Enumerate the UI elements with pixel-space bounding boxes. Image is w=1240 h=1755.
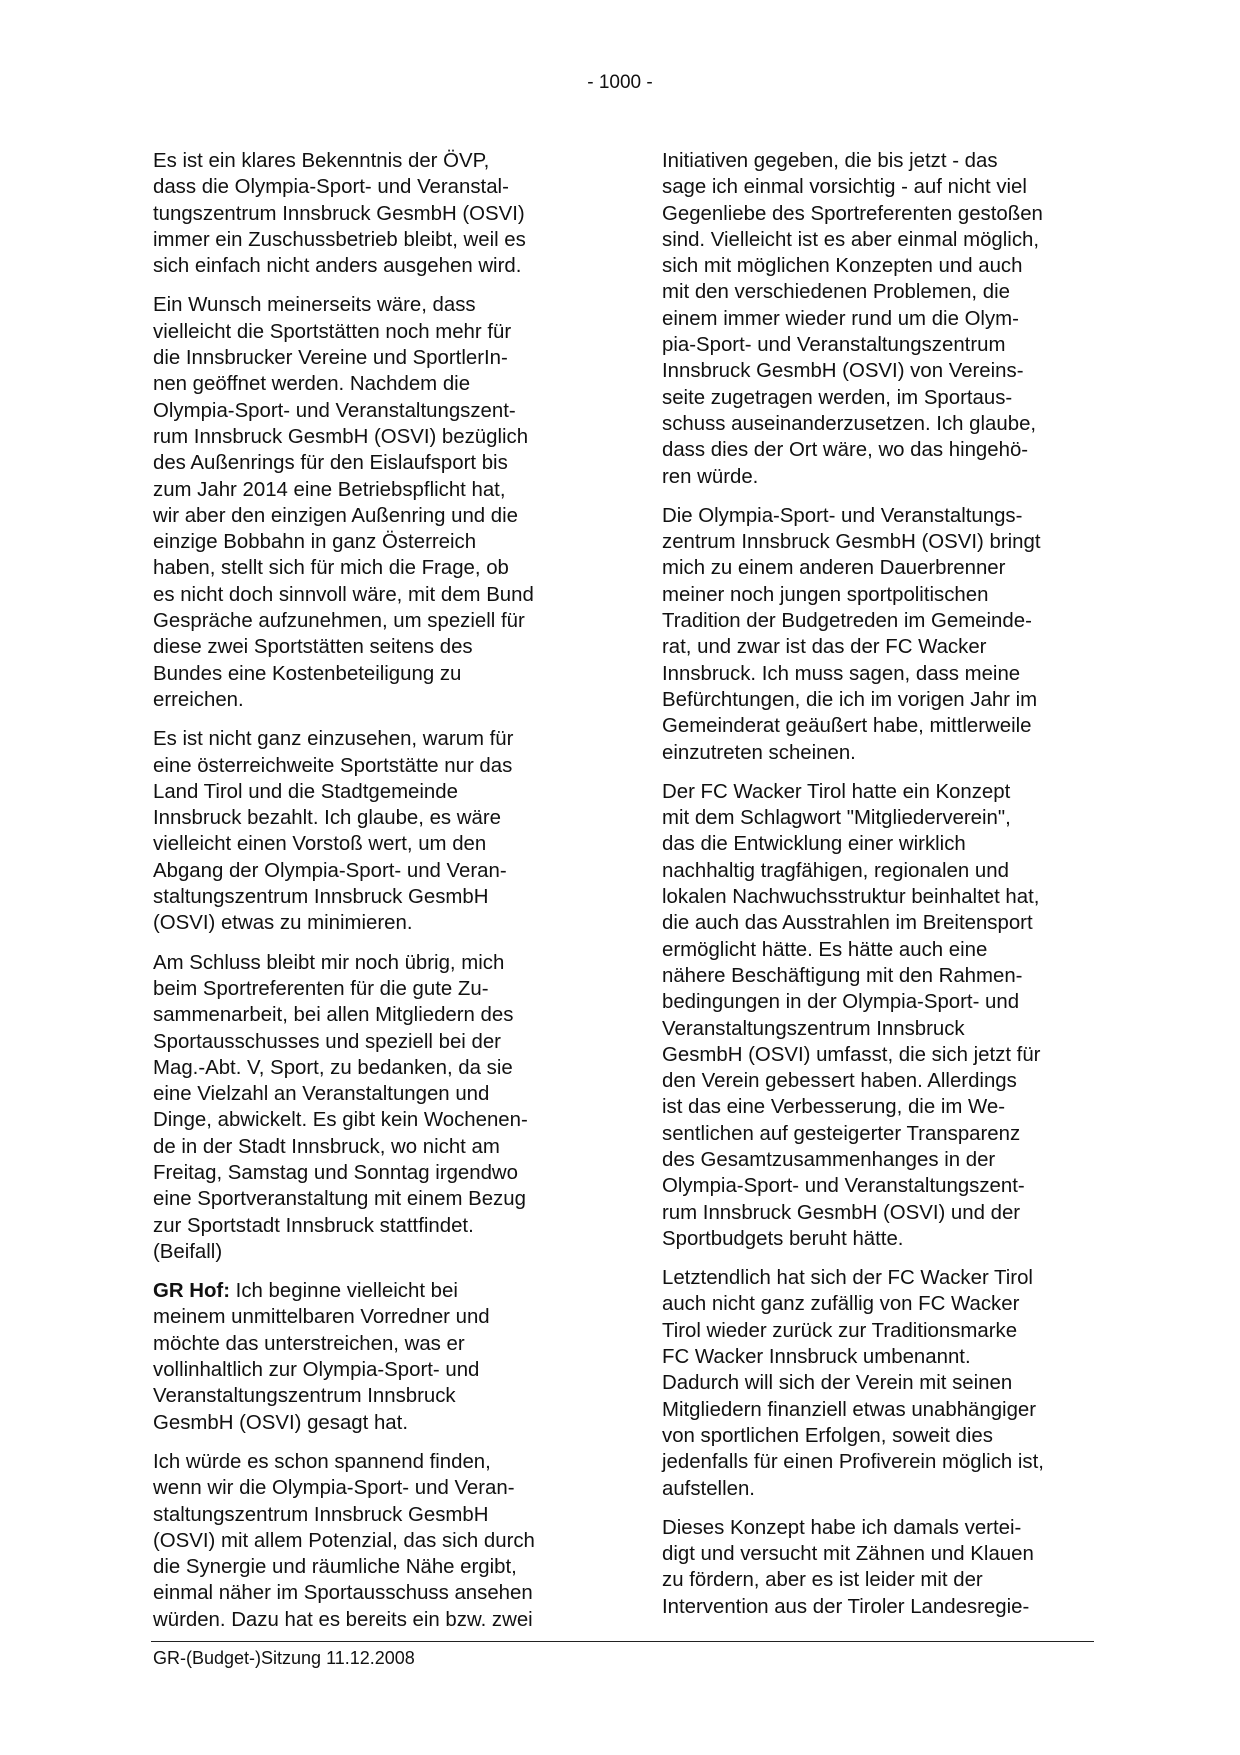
line-text: die Synergie und räumliche Nähe ergibt, [153, 1556, 517, 1579]
line-text: meinem unmittelbaren Vorredner und [153, 1306, 490, 1329]
footer-divider [151, 1641, 1094, 1642]
text-line [153, 201, 589, 227]
line-text: nähere Beschäftigung mit den Rahmen- [662, 964, 1023, 987]
line-text: den Verein gebessert haben. Allerdings [662, 1070, 1017, 1093]
line-text: Tradition der Budgetreden im Gemeinde- [662, 610, 1032, 633]
text-line [153, 976, 589, 1002]
text-line [153, 1081, 589, 1107]
text-line [153, 1134, 589, 1160]
line-text: dass dies der Ort wäre, wo das hingehö- [662, 439, 1029, 462]
text-line [662, 963, 1098, 989]
line-text: FC Wacker Innsbruck umbenannt. [662, 1346, 971, 1369]
line-text: Mitgliedern finanziell etwas unabhängiger [662, 1398, 1037, 1421]
line-text: digt und versucht mit Zähnen und Klauen [662, 1543, 1034, 1566]
text-line [662, 1121, 1098, 1147]
text-line [153, 1002, 589, 1028]
text-line [662, 437, 1098, 463]
line-text: wenn wir die Olympia-Sport- und Veran- [153, 1477, 515, 1500]
line-text: staltungszentrum Innsbruck GesmbH [153, 886, 489, 909]
line-text: (OSVI) mit allem Potenzial, das sich durch [153, 1529, 535, 1552]
line-text: Ich würde es schon spannend finden, [153, 1450, 491, 1473]
text-line [662, 713, 1098, 739]
line-text: Gespräche aufzunehmen, um speziell für [153, 610, 525, 633]
text-line [662, 1370, 1098, 1396]
speaker-name: GR Hof: [153, 1280, 231, 1303]
text-line [662, 1515, 1098, 1541]
text-line [662, 555, 1098, 581]
text-line [153, 608, 589, 634]
text-line [153, 529, 589, 555]
text-line [662, 1318, 1098, 1344]
text-line [662, 1449, 1098, 1475]
line-text: rat, und zwar ist das der FC Wacker [662, 636, 987, 659]
line-text: dass die Olympia-Sport- und Veranstal- [153, 176, 509, 199]
line-text: des Gesamtzusammenhanges in der [662, 1148, 996, 1171]
line-text: Die Olympia-Sport- und Veranstaltungs- [662, 504, 1023, 527]
text-line [153, 1055, 589, 1081]
line-text: Bundes eine Kostenbeteiligung zu [153, 662, 462, 685]
paragraph [153, 1449, 589, 1633]
text-line [662, 1068, 1098, 1094]
text-line [662, 1200, 1098, 1226]
text-line [662, 858, 1098, 884]
line-text: sind. Vielleicht ist es aber einmal möglich, [662, 228, 1040, 251]
text-line [662, 1173, 1098, 1199]
text-line [662, 740, 1098, 766]
paragraph [662, 779, 1098, 1252]
text-line [153, 1331, 589, 1357]
line-text: nen geöffnet werden. Nachdem die [153, 373, 471, 396]
line-text: Sportausschusses und speziell bei der [153, 1030, 501, 1053]
line-text: einzige Bobbahn in ganz Österreich [153, 531, 477, 554]
line-text: Letztendlich hat sich der FC Wacker Tirol [662, 1267, 1033, 1290]
text-line [662, 253, 1098, 279]
line-text: Initiativen gegeben, die bis jetzt - das [662, 150, 998, 172]
text-line [153, 1239, 589, 1265]
paragraph [662, 148, 1098, 490]
text-line [153, 345, 589, 371]
paragraph [153, 292, 589, 713]
line-text: sammenarbeit, bei allen Mitgliedern des [153, 1004, 514, 1027]
text-line [153, 1357, 589, 1383]
text-line [153, 1160, 589, 1186]
line-text: möchte das unterstreichen, was er [153, 1332, 465, 1355]
text-line [662, 937, 1098, 963]
line-text: Abgang der Olympia-Sport- und Veran- [153, 859, 507, 882]
line-text: es nicht doch sinnvoll wäre, mit dem Bund [153, 583, 534, 606]
text-line [153, 1449, 589, 1475]
text-line [153, 253, 589, 279]
text-line [153, 1475, 589, 1501]
text-line [662, 503, 1098, 529]
line-text: einem immer wieder rund um die Olym- [662, 307, 1019, 330]
text-line [662, 358, 1098, 384]
line-text: mit dem Schlagwort "Mitgliederverein", [662, 807, 1011, 830]
text-line [662, 1594, 1098, 1620]
line-text: Olympia-Sport- und Veranstaltungszent- [153, 399, 516, 422]
line-text: rum Innsbruck GesmbH (OSVI) bezüglich [153, 425, 529, 448]
line-text: GesmbH (OSVI) umfasst, die sich jetzt für [662, 1043, 1041, 1066]
line-text: sich einfach nicht anders ausgehen wird. [153, 255, 522, 278]
line-text: Land Tirol und die Stadtgemeinde [153, 780, 458, 803]
text-line [662, 1042, 1098, 1068]
left-text-column [153, 148, 589, 1646]
text-line [662, 1541, 1098, 1567]
line-text: vollinhaltlich zur Olympia-Sport- und [153, 1359, 480, 1382]
line-text: jedenfalls für einen Profiverein möglich ist, [662, 1451, 1044, 1474]
text-line [662, 805, 1098, 831]
line-text: Ein Wunsch meinerseits wäre, dass [153, 294, 476, 317]
text-line [662, 608, 1098, 634]
text-line [662, 332, 1098, 358]
paragraph [153, 950, 589, 1266]
line-text: tungszentrum Innsbruck GesmbH (OSVI) [153, 202, 525, 225]
text-line [662, 910, 1098, 936]
line-text: immer ein Zuschussbetrieb bleibt, weil es [153, 228, 526, 251]
line-text: sich mit möglichen Konzepten und auch [662, 255, 1023, 278]
right-text-column [662, 148, 1098, 1633]
text-line [662, 989, 1098, 1015]
paragraph [153, 726, 589, 936]
text-line [153, 174, 589, 200]
line-text: (Beifall) [153, 1240, 223, 1263]
text-line [662, 634, 1098, 660]
paragraph [662, 1265, 1098, 1502]
line-text: einzutreten scheinen. [662, 741, 856, 764]
text-line [662, 779, 1098, 805]
line-text: Tirol wieder zurück zur Traditionsmarke [662, 1319, 1018, 1342]
text-line [662, 582, 1098, 608]
line-text: Der FC Wacker Tirol hatte ein Konzept [662, 780, 1011, 803]
text-line [153, 753, 589, 779]
line-text: aufstellen. [662, 1477, 755, 1500]
text-line [153, 831, 589, 857]
text-line [662, 227, 1098, 253]
line-text: erreichen. [153, 688, 244, 711]
text-line [153, 1410, 589, 1436]
line-text: Innsbruck. Ich muss sagen, dass meine [662, 662, 1021, 685]
text-line [153, 1278, 589, 1304]
text-line [153, 910, 589, 936]
line-text: de in der Stadt Innsbruck, wo nicht am [153, 1135, 500, 1158]
line-text: Innsbruck bezahlt. Ich glaube, es wäre [153, 807, 501, 830]
text-line [153, 858, 589, 884]
line-text: beim Sportreferenten für die gute Zu- [153, 977, 489, 1000]
text-line [153, 805, 589, 831]
text-line [153, 1502, 589, 1528]
line-text: Olympia-Sport- und Veranstaltungszent- [662, 1175, 1025, 1198]
text-line [662, 1226, 1098, 1252]
text-line [153, 726, 589, 752]
line-text: Es ist nicht ganz einzusehen, warum für [153, 728, 514, 751]
line-text: eine Sportveranstaltung mit einem Bezug [153, 1188, 526, 1211]
line-text: vielleicht einen Vorstoß wert, um den [153, 833, 487, 856]
line-text: vielleicht die Sportstätten noch mehr für [153, 320, 512, 343]
text-line [153, 884, 589, 910]
text-line [153, 1186, 589, 1212]
line-text: auch nicht ganz zufällig von FC Wacker [662, 1293, 1020, 1316]
text-line [153, 634, 589, 660]
line-text: Veranstaltungszentrum Innsbruck [153, 1385, 456, 1408]
line-text: ermöglicht hätte. Es hätte auch eine [662, 938, 988, 961]
text-line [153, 582, 589, 608]
line-text: mit den verschiedenen Problemen, die [662, 281, 1010, 304]
text-line [662, 464, 1098, 490]
text-line [153, 477, 589, 503]
text-line [153, 227, 589, 253]
line-text: von sportlichen Erfolgen, soweit dies [662, 1424, 993, 1447]
line-text: rum Innsbruck GesmbH (OSVI) und der [662, 1201, 1021, 1224]
line-text: die Innsbrucker Vereine und SportlerIn- [153, 347, 508, 370]
line-text: Gegenliebe des Sportreferenten gestoßen [662, 202, 1043, 225]
line-text: GesmbH (OSVI) gesagt hat. [153, 1411, 408, 1434]
text-line [153, 1528, 589, 1554]
text-line [153, 555, 589, 581]
line-text: sentlichen auf gesteigerter Transparenz [662, 1122, 1021, 1145]
text-line [153, 424, 589, 450]
text-line [662, 1423, 1098, 1449]
line-text: ren würde. [662, 465, 759, 488]
text-line [153, 1304, 589, 1330]
text-line [153, 450, 589, 476]
text-line [662, 1147, 1098, 1173]
footer-session-label: GR-(Budget-)Sitzung 11.12.2008 [153, 1648, 415, 1668]
text-line [153, 687, 589, 713]
line-text: zur Sportstadt Innsbruck stattfindet. [153, 1214, 474, 1237]
line-text: Ich beginne vielleicht bei [230, 1280, 458, 1303]
text-line [662, 831, 1098, 857]
text-line [662, 1291, 1098, 1317]
text-line [662, 1567, 1098, 1593]
text-line [153, 292, 589, 318]
text-line [662, 306, 1098, 332]
line-text: Dinge, abwickelt. Es gibt kein Wochenen- [153, 1109, 528, 1132]
line-text: mich zu einem anderen Dauerbrenner [662, 557, 1006, 580]
line-text: eine österreichweite Sportstätte nur das [153, 754, 513, 777]
text-line [662, 884, 1098, 910]
line-text: wir aber den einzigen Außenring und die [153, 504, 519, 527]
text-line [662, 529, 1098, 555]
text-line [662, 661, 1098, 687]
line-text: ist das eine Verbesserung, die im We- [662, 1096, 1006, 1119]
text-line [662, 279, 1098, 305]
text-line [662, 411, 1098, 437]
line-text: eine Vielzahl an Veranstaltungen und [153, 1083, 490, 1106]
line-text: Mag.-Abt. V, Sport, zu bedanken, da sie [153, 1056, 513, 1079]
text-line [662, 687, 1098, 713]
line-text: sage ich einmal vorsichtig - auf nicht viel [662, 176, 1027, 199]
text-line [153, 503, 589, 529]
line-text: des Außenrings für den Eislaufsport bis [153, 452, 508, 475]
line-text: einmal näher im Sportausschuss ansehen [153, 1582, 533, 1605]
line-text: Veranstaltungszentrum Innsbruck [662, 1017, 965, 1040]
line-text: würden. Dazu hat es bereits ein bzw. zwei [153, 1608, 533, 1631]
line-text: Dadurch will sich der Verein mit seinen [662, 1372, 1013, 1395]
line-text: das die Entwicklung einer wirklich [662, 833, 966, 856]
text-line [153, 1580, 589, 1606]
text-line [153, 398, 589, 424]
paragraph [153, 148, 589, 279]
text-line [662, 385, 1098, 411]
text-line [662, 174, 1098, 200]
text-line [153, 1213, 589, 1239]
line-text: Am Schluss bleibt mir noch übrig, mich [153, 951, 505, 974]
paragraph [662, 1515, 1098, 1620]
text-line [153, 1554, 589, 1580]
text-line [662, 1344, 1098, 1370]
line-text: pia-Sport- und Veranstaltungszentrum [662, 334, 1006, 357]
text-line [153, 661, 589, 687]
line-text: lokalen Nachwuchsstruktur beinhaltet hat, [662, 886, 1040, 909]
line-text: Sportbudgets beruht hätte. [662, 1227, 904, 1250]
text-line [662, 1397, 1098, 1423]
text-line [153, 148, 589, 174]
line-text: haben, stellt sich für mich die Frage, ob [153, 557, 509, 580]
page-number: - 1000 - [587, 72, 653, 93]
text-line [662, 1265, 1098, 1291]
text-line [662, 148, 1098, 174]
line-text: Intervention aus der Tiroler Landesregie- [662, 1595, 1030, 1618]
line-text: schuss auseinanderzusetzen. Ich glaube, [662, 412, 1037, 435]
line-text: seite zugetragen werden, im Sportaus- [662, 386, 1013, 409]
line-text: zum Jahr 2014 eine Betriebspflicht hat, [153, 478, 506, 501]
text-line [153, 1107, 589, 1133]
text-line [662, 1016, 1098, 1042]
text-line [662, 1476, 1098, 1502]
text-line [153, 1607, 589, 1633]
line-text: diese zwei Sportstätten seitens des [153, 636, 473, 659]
line-text: Es ist ein klares Bekenntnis der ÖVP, [153, 150, 490, 172]
line-text: Gemeinderat geäußert habe, mittlerweile [662, 715, 1032, 738]
text-line [153, 779, 589, 805]
paragraph [153, 1278, 589, 1436]
paragraph [662, 503, 1098, 766]
text-line [153, 1383, 589, 1409]
line-text: Dieses Konzept habe ich damals vertei- [662, 1516, 1022, 1539]
text-line [153, 371, 589, 397]
line-text: (OSVI) etwas zu minimieren. [153, 912, 413, 935]
line-text: zentrum Innsbruck GesmbH (OSVI) bringt [662, 531, 1041, 554]
line-text: bedingungen in der Olympia-Sport- und [662, 991, 1020, 1014]
line-text: meiner noch jungen sportpolitischen [662, 583, 989, 606]
line-text: Freitag, Samstag und Sonntag irgendwo [153, 1161, 518, 1184]
line-text: zu fördern, aber es ist leider mit der [662, 1569, 983, 1592]
line-text: staltungszentrum Innsbruck GesmbH [153, 1503, 489, 1526]
text-line [662, 1094, 1098, 1120]
line-text: nachhaltig tragfähigen, regionalen und [662, 859, 1009, 882]
text-line [153, 950, 589, 976]
text-line [153, 319, 589, 345]
line-text: die auch das Ausstrahlen im Breitensport [662, 912, 1033, 935]
text-line [662, 201, 1098, 227]
line-text: Innsbruck GesmbH (OSVI) von Vereins- [662, 360, 1024, 383]
line-text: Befürchtungen, die ich im vorigen Jahr im [662, 688, 1038, 711]
text-line [153, 1029, 589, 1055]
